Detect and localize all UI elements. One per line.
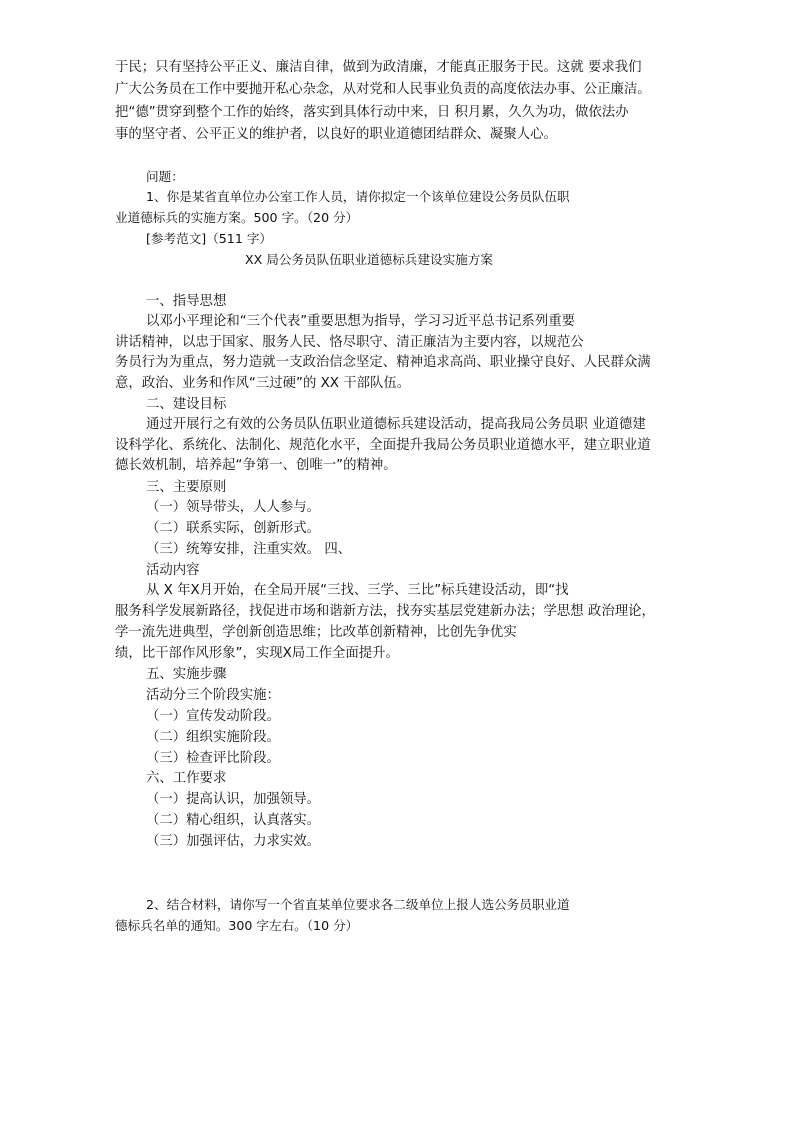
text-line: 把“德”贯穿到整个工作的始终，落实到具体行动中来，日 积月累，久久为功，做依法办: [115, 105, 629, 120]
list-item: （一）宣传发动阶段。: [146, 709, 280, 724]
section-heading: 活动内容: [146, 563, 200, 578]
text-line: 2、结合材料，请你写一个省直某单位要求各二级单位上报人选公务员职业道: [146, 897, 570, 912]
text-line: 德长效机制，培养起“争第一、创唯一”的精神。: [115, 458, 397, 473]
list-item: （二）组织实施阶段。: [146, 730, 280, 745]
list-item: （一）领导带头，人人参与。: [146, 500, 321, 515]
text-line: 讲话精神，以忠于国家、服务人民、恪尽职守、清正廉洁为主要内容，以规范公: [115, 335, 584, 350]
list-item: （三）统筹安排，注重实效。 四、: [146, 542, 352, 557]
text-line: 以邓小平理论和“三个代表”重要思想为指导，学习习近平总书记系列重要: [146, 314, 575, 329]
text-line: 务员行为为重点，努力造就一支政治信念坚定、精神追求高尚、职业操守良好、人民群众满: [115, 355, 651, 370]
text-line: 德标兵名单的通知。300 字左右。（10 分）: [115, 918, 359, 933]
section-heading: 五、实施步骤: [146, 667, 227, 682]
text-line: 学一流先进典型，学创新创造思维；比改革创新精神，比创先争优实: [115, 625, 517, 640]
list-item: （三）检查评比阶段。: [146, 751, 280, 766]
section-heading: 二、建设目标: [146, 397, 227, 412]
reference-label: [参考范文]（511 字）: [146, 231, 273, 246]
text-line: 服务科学发展新路径，找促进市场和谐新方法，找夯实基层党建新办法；学思想 政治理论，: [115, 604, 655, 619]
list-item: （二）联系实际，创新形式。: [146, 521, 321, 536]
text-line: 广大公务员在工作中要抛开私心杂念，从对党和人民事业负责的高度依法办事、公正廉洁。: [115, 82, 651, 97]
list-item: （三）加强评估，力求实效。: [146, 834, 321, 849]
list-item: （一）提高认识，加强领导。: [146, 792, 321, 807]
section-heading: 一、指导思想: [146, 294, 227, 309]
text-line: 从 X 年X月开始，在全局开展“三找、三学、三比”标兵建设活动，即“找: [146, 583, 569, 598]
question-label: 问题：: [146, 169, 184, 184]
plan-title: XX 局公务员队伍职业道德标兵建设实施方案: [245, 252, 493, 267]
text-line: 于民；只有坚持公平正义、廉洁自律，做到为政清廉，才能真正服务于民。这就 要求我们: [115, 60, 642, 75]
list-item: （二）精心组织，认真落实。: [146, 813, 321, 828]
text-line: 1、你是某省直单位办公室工作人员，请你拟定一个该单位建设公务员队伍职: [146, 189, 570, 204]
text-line: 绩，比干部作风形象”，实现X局工作全面提升。: [115, 646, 399, 661]
text-line: 通过开展行之有效的公务员队伍职业道德标兵建设活动，提高我局公务员职 业道德建: [146, 417, 646, 432]
text-line: 意，政治、业务和作风“三过硬”的 XX 干部队伍。: [115, 376, 411, 391]
section-heading: 六、工作要求: [146, 771, 227, 786]
text-line: 设科学化、系统化、法制化、规范化水平，全面提升我局公务员职业道德水平，建立职业道: [115, 438, 651, 453]
text-line: 事的坚守者、公平正义的维护者，以良好的职业道德团结群众、凝聚人心。: [115, 127, 557, 142]
text-line: 业道德标兵的实施方案。500 字。（20 分）: [115, 210, 359, 225]
list-item: 活动分三个阶段实施：: [146, 688, 280, 703]
section-heading: 三、主要原则: [146, 480, 227, 495]
